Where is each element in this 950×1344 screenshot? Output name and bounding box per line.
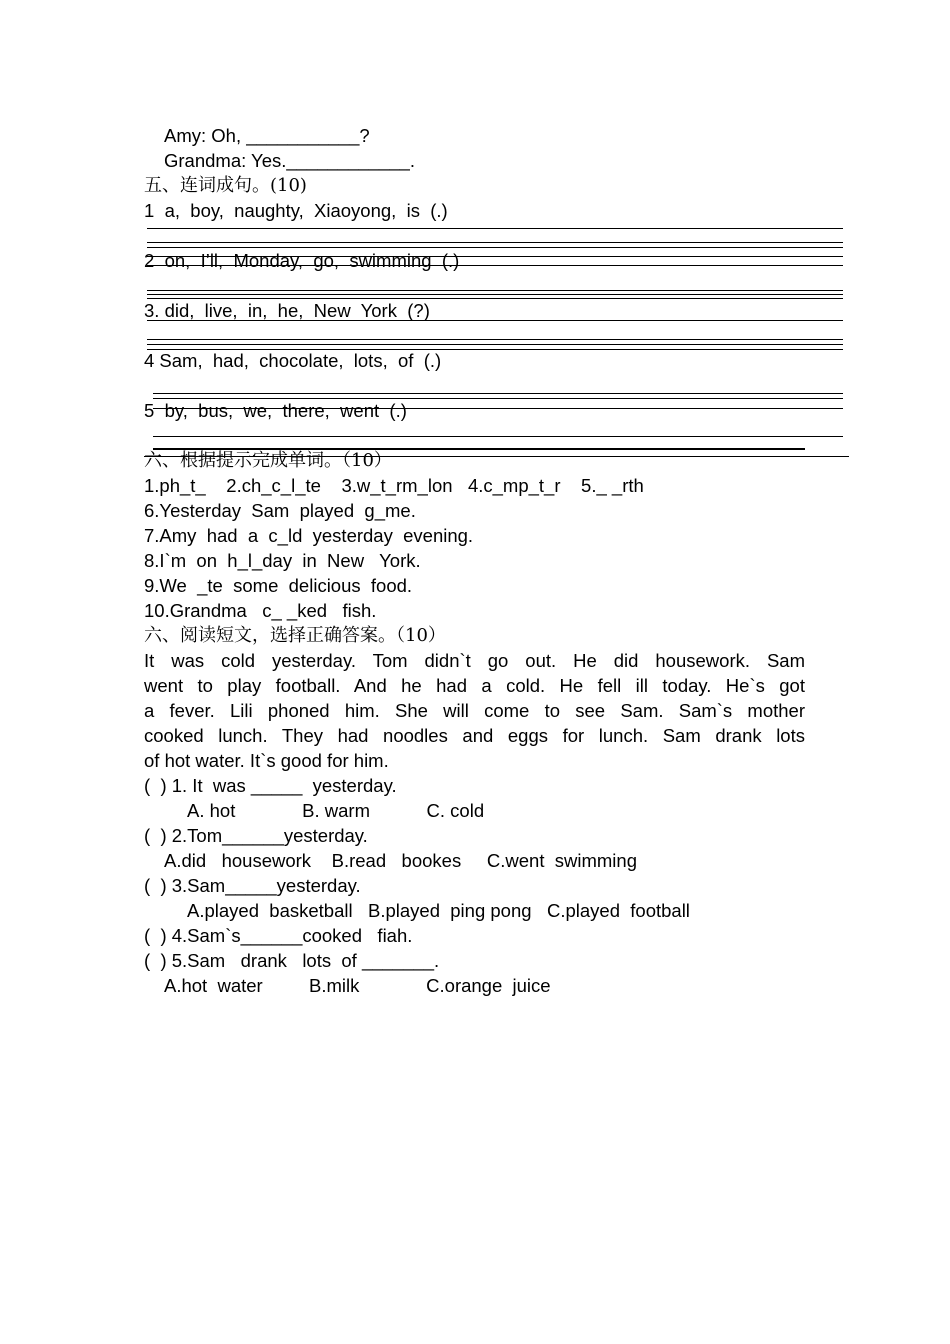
section6a-item-9: 9.We _te some delicious food. xyxy=(144,575,413,596)
question-1-options: A. hot B. warm C. cold xyxy=(187,800,485,821)
section6b-heading: 六、阅读短文，选择正确答案。（10） xyxy=(144,625,446,646)
passage-line: went to play football. And he had a cold. He fell ill today. He`s got xyxy=(144,675,805,696)
answer-line xyxy=(147,256,843,257)
answer-line xyxy=(153,408,843,409)
passage-line: It was cold yesterday. Tom didn`t go out. He did housework. Sam xyxy=(144,650,805,671)
dialogue-amy: Amy: Oh, ___________? xyxy=(164,125,370,146)
answer-line xyxy=(147,298,843,299)
question-4-stem: ( ) 4.Sam`s______cooked fiah. xyxy=(144,925,413,946)
section6a-item-8: 8.I`m on h_l_day in New York. xyxy=(144,550,421,571)
question-5-options: A.hot water B.milk C.orange juice xyxy=(164,975,551,996)
question-3-options: A.played basketball B.played ping pong C.played football xyxy=(187,900,690,921)
section5-heading: 五、连词成句。(10) xyxy=(144,175,307,196)
section5-item-2: 2 on, I’ll, Monday, go, swimming (.) xyxy=(144,250,460,271)
section5-item-4: 4 Sam, had, chocolate, lots, of (.) xyxy=(144,350,442,371)
passage-line: of hot water. It`s good for him. xyxy=(144,750,389,771)
answer-line xyxy=(147,349,843,350)
answer-line xyxy=(147,228,843,229)
answer-line xyxy=(147,339,843,340)
question-3-stem: ( ) 3.Sam_____yesterday. xyxy=(144,875,361,896)
answer-line xyxy=(147,290,843,291)
passage-line: cooked lunch. They had noodles and eggs for lunch. Sam drank lots xyxy=(144,725,805,746)
answer-line xyxy=(153,393,843,394)
answer-line xyxy=(147,247,843,248)
section6a-item-7: 7.Amy had a c_ld yesterday evening. xyxy=(144,525,474,546)
section6a-heading: 六、根据提示完成单词。（10） xyxy=(144,450,392,471)
answer-line xyxy=(153,398,843,399)
section6a-item-10: 10.Grandma c_ _ked fish. xyxy=(144,600,377,621)
section5-item-5: 5 by, bus, we, there, went (.) xyxy=(144,400,407,421)
section5-item-1: 1 a, boy, naughty, Xiaoyong, is (.) xyxy=(144,200,448,221)
passage-line: a fever. Lili phoned him. She will come to see Sam. Sam`s mother xyxy=(144,700,805,721)
reading-passage xyxy=(144,648,805,773)
answer-line xyxy=(153,436,843,437)
answer-line xyxy=(147,265,843,266)
question-2-options: A.did housework B.read bookes C.went swimming xyxy=(164,850,637,871)
question-5-stem: ( ) 5.Sam drank lots of _______. xyxy=(144,950,440,971)
answer-line xyxy=(147,320,843,321)
section6a-item-6: 6.Yesterday Sam played g_me. xyxy=(144,500,416,521)
answer-line xyxy=(147,294,843,295)
question-1-stem: ( ) 1. It was _____ yesterday. xyxy=(144,775,397,796)
dialogue-grandma: Grandma: Yes.____________. xyxy=(164,150,415,171)
answer-line xyxy=(147,344,843,345)
answer-line xyxy=(147,242,843,243)
section5-item-3: 3. did, live, in, he, New York (?) xyxy=(144,300,430,321)
question-2-stem: ( ) 2.Tom______yesterday. xyxy=(144,825,368,846)
section6a-item-1: 1.ph_t_ 2.ch_c_l_te 3.w_t_rm_lon 4.c_mp_t_r 5._ _rth xyxy=(144,475,644,496)
